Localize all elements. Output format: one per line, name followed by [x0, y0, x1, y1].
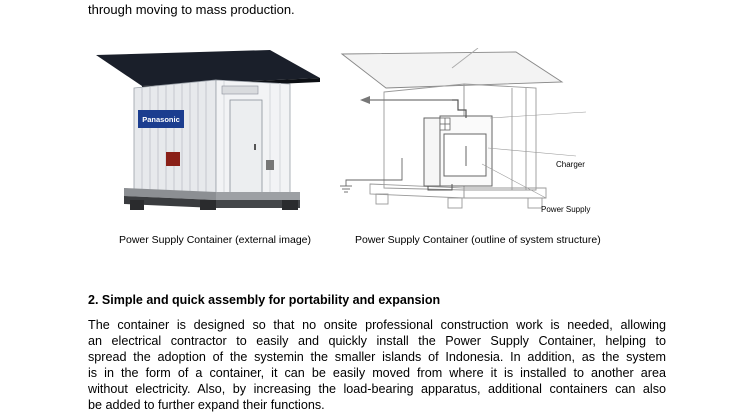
- system-outline-diagram: [340, 48, 600, 220]
- container-door: [230, 100, 262, 194]
- container-photo-drawing: [94, 48, 324, 214]
- section-heading: 2. Simple and quick assembly for portability and expansion: [88, 293, 441, 307]
- system-outline-drawing: [340, 48, 600, 220]
- figure-caption-external: Power Supply Container (external image): [119, 234, 312, 246]
- paragraph-line: is in the form of a container, it can be easily moved from where it is installed to another area: [88, 366, 666, 381]
- paragraph-line: spread the adoption of the systemin the smaller islands of Indonesia. In addition, as the system: [88, 350, 666, 365]
- figure-caption-outline: Power Supply Container (outline of system structure): [355, 234, 601, 246]
- paragraph-line: be added to further expand their functions.: [88, 398, 325, 413]
- charger-unit: [424, 116, 492, 186]
- power-supply-label: Power Supply: [541, 205, 591, 214]
- container-photo: [94, 48, 324, 214]
- red-breaker-box: [166, 152, 180, 166]
- section-paragraph: [88, 317, 666, 414]
- charger-label: Charger: [556, 160, 585, 169]
- paragraph-line: The container is designed so that no onsite professional construction work is needed, allowing: [88, 318, 666, 332]
- panasonic-logo-text: Panasonic: [142, 115, 180, 124]
- paragraph-line: without electricity. Also, by increasing the load-bearing apparatus, additional containers can also: [88, 382, 666, 397]
- paragraph-line: an electrical contractor to easily and quickly install the Power Supply Container, helping to: [88, 334, 666, 349]
- intro-line: through moving to mass production.: [88, 2, 295, 17]
- output-arrow: [360, 96, 370, 104]
